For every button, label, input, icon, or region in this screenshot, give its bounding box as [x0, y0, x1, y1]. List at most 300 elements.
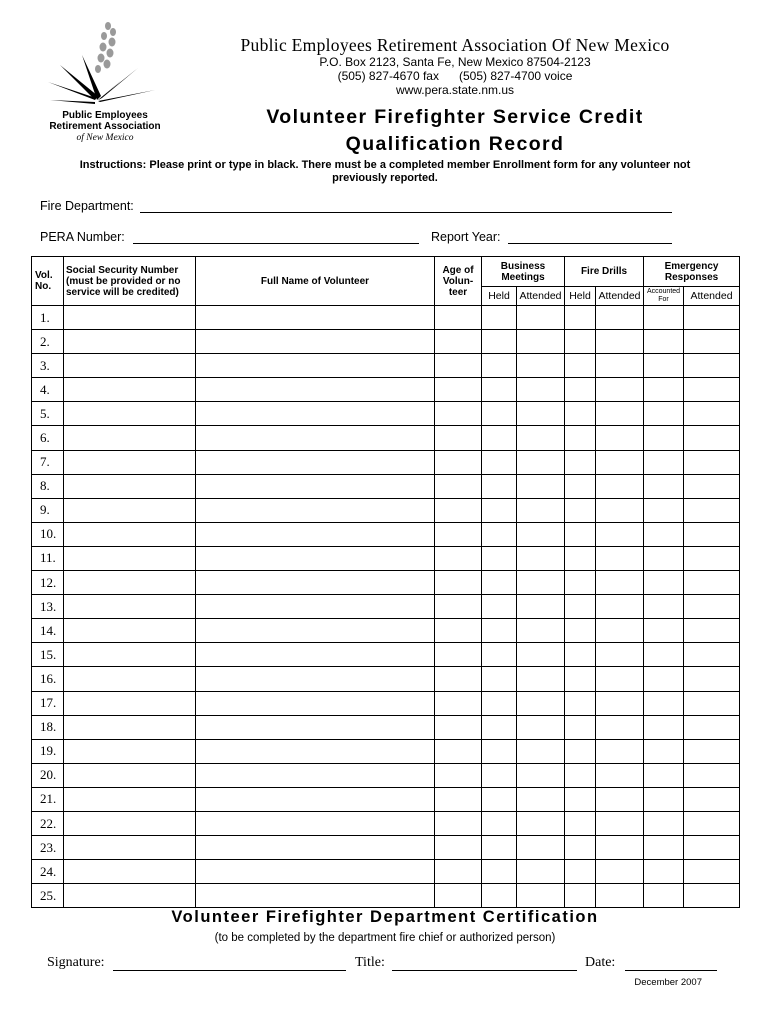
- age-cell[interactable]: [435, 595, 482, 619]
- header-business-line-1: Business: [500, 260, 546, 272]
- age-cell[interactable]: [435, 667, 482, 691]
- business-attended-cell[interactable]: [517, 354, 565, 378]
- emergency-attended-cell[interactable]: [684, 667, 740, 691]
- table-row: [32, 884, 740, 908]
- full-name-cell[interactable]: [196, 643, 435, 667]
- drills-attended-cell[interactable]: [596, 306, 644, 330]
- ssn-cell[interactable]: [64, 691, 196, 715]
- emergency-accounted-cell[interactable]: [644, 474, 684, 498]
- emergency-accounted-cell[interactable]: [644, 595, 684, 619]
- business-attended-cell[interactable]: [517, 884, 565, 908]
- business-held-cell[interactable]: [482, 595, 517, 619]
- emergency-accounted-cell[interactable]: [644, 860, 684, 884]
- table-row: [32, 402, 740, 426]
- emergency-attended-cell[interactable]: [684, 619, 740, 643]
- business-held-cell[interactable]: [482, 763, 517, 787]
- business-held-cell[interactable]: [482, 571, 517, 595]
- age-cell[interactable]: [435, 739, 482, 763]
- drills-attended-cell[interactable]: [596, 811, 644, 835]
- emergency-attended-cell[interactable]: [684, 522, 740, 546]
- emergency-attended-cell[interactable]: [684, 378, 740, 402]
- date-label: Date:: [585, 955, 616, 970]
- emergency-attended-cell[interactable]: [684, 739, 740, 763]
- drills-held-cell[interactable]: [565, 691, 596, 715]
- full-name-cell[interactable]: [196, 306, 435, 330]
- ssn-cell[interactable]: [64, 836, 196, 860]
- drills-attended-cell[interactable]: [596, 330, 644, 354]
- emergency-attended-cell[interactable]: [684, 787, 740, 811]
- form-title-line-2: Qualification Record: [345, 133, 565, 155]
- emergency-accounted-cell[interactable]: [644, 546, 684, 570]
- logo-subtext: of New Mexico: [76, 133, 134, 143]
- ssn-cell[interactable]: [64, 450, 196, 474]
- drills-held-cell[interactable]: [565, 884, 596, 908]
- age-cell[interactable]: [435, 330, 482, 354]
- emergency-accounted-cell[interactable]: [644, 691, 684, 715]
- header-drills-held: Held: [565, 287, 596, 306]
- ssn-cell[interactable]: [64, 354, 196, 378]
- drills-attended-cell[interactable]: [596, 450, 644, 474]
- drills-held-cell[interactable]: [565, 739, 596, 763]
- drills-held-cell[interactable]: [565, 715, 596, 739]
- emergency-accounted-cell[interactable]: [644, 450, 684, 474]
- ssn-cell[interactable]: [64, 498, 196, 522]
- ssn-cell[interactable]: [64, 330, 196, 354]
- header-business-attended: Attended: [517, 287, 565, 306]
- header-age-line-1: Age of: [442, 264, 474, 276]
- business-attended-cell[interactable]: [517, 643, 565, 667]
- website: www.pera.state.nm.us: [395, 83, 515, 97]
- emergency-attended-cell[interactable]: [684, 860, 740, 884]
- emergency-accounted-cell[interactable]: [644, 884, 684, 908]
- drills-attended-cell[interactable]: [596, 546, 644, 570]
- volunteer-rows: [32, 306, 740, 908]
- age-cell[interactable]: [435, 884, 482, 908]
- age-cell[interactable]: [435, 571, 482, 595]
- row-number: 25.: [32, 884, 64, 908]
- drills-held-cell[interactable]: [565, 498, 596, 522]
- row-number: 24.: [32, 860, 64, 884]
- row-number: 17.: [32, 691, 64, 715]
- ssn-cell[interactable]: [64, 619, 196, 643]
- emergency-attended-cell[interactable]: [684, 474, 740, 498]
- table-row: [32, 306, 740, 330]
- full-name-cell[interactable]: [196, 474, 435, 498]
- ssn-cell[interactable]: [64, 667, 196, 691]
- age-cell[interactable]: [435, 354, 482, 378]
- business-attended-cell[interactable]: [517, 378, 565, 402]
- agave-plant-icon: [40, 20, 170, 112]
- full-name-cell[interactable]: [196, 787, 435, 811]
- instructions-line-2: previously reported.: [332, 172, 438, 184]
- drills-attended-cell[interactable]: [596, 619, 644, 643]
- business-attended-cell[interactable]: [517, 571, 565, 595]
- ssn-cell[interactable]: [64, 426, 196, 450]
- emergency-attended-cell[interactable]: [684, 402, 740, 426]
- business-held-cell[interactable]: [482, 402, 517, 426]
- emergency-accounted-cell[interactable]: [644, 354, 684, 378]
- business-held-cell[interactable]: [482, 522, 517, 546]
- full-name-cell[interactable]: [196, 884, 435, 908]
- header-emergency-line-1: Emergency: [664, 260, 719, 272]
- age-cell[interactable]: [435, 811, 482, 835]
- row-number: 14.: [32, 619, 64, 643]
- age-cell[interactable]: [435, 378, 482, 402]
- ssn-cell[interactable]: [64, 739, 196, 763]
- business-attended-cell[interactable]: [517, 426, 565, 450]
- title-field[interactable]: [392, 970, 577, 971]
- ssn-cell[interactable]: [64, 715, 196, 739]
- full-name-cell[interactable]: [196, 715, 435, 739]
- age-cell[interactable]: [435, 306, 482, 330]
- header-full-name: Full Name of Volunteer: [196, 257, 435, 306]
- ssn-cell[interactable]: [64, 643, 196, 667]
- table-row: [32, 474, 740, 498]
- drills-attended-cell[interactable]: [596, 715, 644, 739]
- full-name-cell[interactable]: [196, 691, 435, 715]
- fire-department-label: Fire Department:: [40, 199, 134, 213]
- drills-held-cell[interactable]: [565, 450, 596, 474]
- business-attended-cell[interactable]: [517, 763, 565, 787]
- row-number: 22.: [32, 811, 64, 835]
- drills-attended-cell[interactable]: [596, 595, 644, 619]
- volunteer-table: [31, 256, 740, 908]
- drills-held-cell[interactable]: [565, 860, 596, 884]
- emergency-attended-cell[interactable]: [684, 836, 740, 860]
- header-vol-no: [32, 257, 64, 306]
- emergency-attended-cell[interactable]: [684, 330, 740, 354]
- ssn-cell[interactable]: [64, 811, 196, 835]
- full-name-cell[interactable]: [196, 522, 435, 546]
- row-number: 12.: [32, 571, 64, 595]
- business-attended-cell[interactable]: [517, 498, 565, 522]
- emergency-accounted-cell[interactable]: [644, 667, 684, 691]
- age-cell[interactable]: [435, 860, 482, 884]
- ssn-cell[interactable]: [64, 402, 196, 426]
- emergency-accounted-cell[interactable]: [644, 739, 684, 763]
- age-cell[interactable]: [435, 498, 482, 522]
- business-held-cell[interactable]: [482, 667, 517, 691]
- emergency-attended-cell[interactable]: [684, 715, 740, 739]
- drills-attended-cell[interactable]: [596, 571, 644, 595]
- business-held-cell[interactable]: [482, 450, 517, 474]
- drills-held-cell[interactable]: [565, 763, 596, 787]
- drills-held-cell[interactable]: [565, 306, 596, 330]
- drills-attended-cell[interactable]: [596, 474, 644, 498]
- drills-attended-cell[interactable]: [596, 643, 644, 667]
- emergency-attended-cell[interactable]: [684, 498, 740, 522]
- table-row: [32, 498, 740, 522]
- report-year-field[interactable]: [508, 243, 672, 244]
- drills-attended-cell[interactable]: [596, 426, 644, 450]
- full-name-cell[interactable]: [196, 667, 435, 691]
- business-held-cell[interactable]: [482, 498, 517, 522]
- drills-held-cell[interactable]: [565, 571, 596, 595]
- header-emergency-attended: Attended: [684, 287, 740, 306]
- business-attended-cell[interactable]: [517, 619, 565, 643]
- ssn-cell[interactable]: [64, 860, 196, 884]
- age-cell[interactable]: [435, 474, 482, 498]
- business-attended-cell[interactable]: [517, 450, 565, 474]
- drills-attended-cell[interactable]: [596, 378, 644, 402]
- instructions-line-1: Instructions: Please print or type in black. There must be a completed member Enrollment form for any volunteer not: [79, 159, 691, 171]
- emergency-accounted-cell[interactable]: [644, 306, 684, 330]
- business-held-cell[interactable]: [482, 619, 517, 643]
- emergency-accounted-cell[interactable]: [644, 498, 684, 522]
- row-number: 19.: [32, 739, 64, 763]
- ssn-cell[interactable]: [64, 546, 196, 570]
- header-vol-line-2: No.: [35, 281, 52, 292]
- drills-attended-cell[interactable]: [596, 402, 644, 426]
- emergency-accounted-cell[interactable]: [644, 643, 684, 667]
- table-row: [32, 739, 740, 763]
- row-number: 8.: [32, 474, 64, 498]
- report-year-label: Report Year:: [431, 230, 501, 244]
- emergency-accounted-cell[interactable]: [644, 426, 684, 450]
- pera-number-label: PERA Number:: [40, 230, 125, 244]
- ssn-cell[interactable]: [64, 787, 196, 811]
- ssn-cell[interactable]: [64, 571, 196, 595]
- drills-held-cell[interactable]: [565, 811, 596, 835]
- full-name-cell[interactable]: [196, 619, 435, 643]
- full-name-cell[interactable]: [196, 330, 435, 354]
- full-name-cell[interactable]: [196, 860, 435, 884]
- business-held-cell[interactable]: [482, 860, 517, 884]
- title-label: Title:: [355, 955, 385, 970]
- row-number: 3.: [32, 354, 64, 378]
- emergency-attended-cell[interactable]: [684, 571, 740, 595]
- business-held-cell[interactable]: [482, 546, 517, 570]
- table-row: [32, 763, 740, 787]
- business-held-cell[interactable]: [482, 306, 517, 330]
- full-name-cell[interactable]: [196, 402, 435, 426]
- full-name-cell[interactable]: [196, 546, 435, 570]
- business-attended-cell[interactable]: [517, 715, 565, 739]
- emergency-attended-cell[interactable]: [684, 643, 740, 667]
- drills-attended-cell[interactable]: [596, 884, 644, 908]
- emergency-accounted-cell[interactable]: [644, 522, 684, 546]
- age-cell[interactable]: [435, 426, 482, 450]
- full-name-cell[interactable]: [196, 571, 435, 595]
- emergency-attended-cell[interactable]: [684, 884, 740, 908]
- business-attended-cell[interactable]: [517, 787, 565, 811]
- mailing-address: P.O. Box 2123, Santa Fe, New Mexico 87504-2123: [319, 55, 591, 69]
- header-business-held: Held: [482, 287, 517, 306]
- header-emergency-accounted-for: [644, 287, 684, 306]
- header-age-line-2: Volun-: [442, 275, 474, 287]
- header-business-line-2: Meetings: [501, 271, 545, 283]
- drills-attended-cell[interactable]: [596, 691, 644, 715]
- emergency-attended-cell[interactable]: [684, 691, 740, 715]
- drills-attended-cell[interactable]: [596, 763, 644, 787]
- age-cell[interactable]: [435, 619, 482, 643]
- drills-attended-cell[interactable]: [596, 787, 644, 811]
- full-name-cell[interactable]: [196, 836, 435, 860]
- emergency-accounted-cell[interactable]: [644, 715, 684, 739]
- business-attended-cell[interactable]: [517, 522, 565, 546]
- business-attended-cell[interactable]: [517, 595, 565, 619]
- business-held-cell[interactable]: [482, 330, 517, 354]
- row-number: 1.: [32, 306, 64, 330]
- table-row: [32, 378, 740, 402]
- business-held-cell[interactable]: [482, 811, 517, 835]
- emergency-accounted-cell[interactable]: [644, 378, 684, 402]
- emergency-accounted-cell[interactable]: [644, 836, 684, 860]
- header-fire-drills: Fire Drills: [565, 257, 644, 287]
- pera-number-field[interactable]: [133, 243, 419, 244]
- business-attended-cell[interactable]: [517, 811, 565, 835]
- row-number: 15.: [32, 643, 64, 667]
- full-name-cell[interactable]: [196, 498, 435, 522]
- logo-line-1: Public Employees: [62, 110, 148, 121]
- signature-label: Signature:: [47, 955, 105, 970]
- business-attended-cell[interactable]: [517, 691, 565, 715]
- drills-attended-cell[interactable]: [596, 522, 644, 546]
- phone-numbers: (505) 827-4670 fax (505) 827-4700 voice: [337, 69, 573, 83]
- full-name-cell[interactable]: [196, 378, 435, 402]
- emergency-accounted-cell[interactable]: [644, 330, 684, 354]
- age-cell[interactable]: [435, 715, 482, 739]
- instructions: [40, 159, 730, 185]
- business-held-cell[interactable]: [482, 836, 517, 860]
- fire-department-field[interactable]: [140, 212, 672, 213]
- full-name-cell[interactable]: [196, 354, 435, 378]
- age-cell[interactable]: [435, 450, 482, 474]
- emergency-attended-cell[interactable]: [684, 595, 740, 619]
- business-attended-cell[interactable]: [517, 860, 565, 884]
- age-cell[interactable]: [435, 402, 482, 426]
- emergency-accounted-cell[interactable]: [644, 763, 684, 787]
- emergency-attended-cell[interactable]: [684, 354, 740, 378]
- row-number: 4.: [32, 378, 64, 402]
- age-cell[interactable]: [435, 522, 482, 546]
- header-ssn: [64, 257, 196, 306]
- drills-attended-cell[interactable]: [596, 498, 644, 522]
- drills-held-cell[interactable]: [565, 402, 596, 426]
- row-number: 13.: [32, 595, 64, 619]
- business-attended-cell[interactable]: [517, 474, 565, 498]
- business-held-cell[interactable]: [482, 426, 517, 450]
- pera-logo: [30, 20, 180, 150]
- row-number: 20.: [32, 763, 64, 787]
- age-cell[interactable]: [435, 836, 482, 860]
- age-cell[interactable]: [435, 787, 482, 811]
- ssn-cell[interactable]: [64, 522, 196, 546]
- emergency-accounted-cell[interactable]: [644, 571, 684, 595]
- ssn-cell[interactable]: [64, 884, 196, 908]
- business-attended-cell[interactable]: [517, 306, 565, 330]
- emergency-attended-cell[interactable]: [684, 763, 740, 787]
- organization-name: Public Employees Retirement Association Of New Mexico: [240, 35, 670, 55]
- emergency-attended-cell[interactable]: [684, 426, 740, 450]
- drills-attended-cell[interactable]: [596, 860, 644, 884]
- header-ssn-line-2: (must be provided or no: [66, 275, 181, 287]
- drills-held-cell[interactable]: [565, 522, 596, 546]
- full-name-cell[interactable]: [196, 450, 435, 474]
- business-attended-cell[interactable]: [517, 836, 565, 860]
- age-cell[interactable]: [435, 546, 482, 570]
- business-held-cell[interactable]: [482, 474, 517, 498]
- business-held-cell[interactable]: [482, 787, 517, 811]
- emergency-attended-cell[interactable]: [684, 450, 740, 474]
- certification-subtitle: (to be completed by the department fire chief or authorized person): [214, 932, 556, 944]
- drills-held-cell[interactable]: [565, 619, 596, 643]
- header-business-meetings: [482, 257, 565, 287]
- drills-held-cell[interactable]: [565, 643, 596, 667]
- date-field[interactable]: [625, 970, 717, 971]
- full-name-cell[interactable]: [196, 426, 435, 450]
- row-number: 21.: [32, 787, 64, 811]
- business-held-cell[interactable]: [482, 354, 517, 378]
- emergency-attended-cell[interactable]: [684, 546, 740, 570]
- business-held-cell[interactable]: [482, 715, 517, 739]
- drills-held-cell[interactable]: [565, 595, 596, 619]
- business-held-cell[interactable]: [482, 739, 517, 763]
- table-row: [32, 860, 740, 884]
- emergency-accounted-cell[interactable]: [644, 402, 684, 426]
- age-cell[interactable]: [435, 763, 482, 787]
- ssn-cell[interactable]: [64, 763, 196, 787]
- row-number: 5.: [32, 402, 64, 426]
- table-row: [32, 595, 740, 619]
- drills-held-cell[interactable]: [565, 546, 596, 570]
- business-attended-cell[interactable]: [517, 330, 565, 354]
- drills-held-cell[interactable]: [565, 474, 596, 498]
- full-name-cell[interactable]: [196, 811, 435, 835]
- row-number: 16.: [32, 667, 64, 691]
- table-row: [32, 787, 740, 811]
- table-row: [32, 522, 740, 546]
- signature-field[interactable]: [113, 970, 346, 971]
- drills-held-cell[interactable]: [565, 378, 596, 402]
- ssn-cell[interactable]: [64, 474, 196, 498]
- age-cell[interactable]: [435, 691, 482, 715]
- drills-held-cell[interactable]: [565, 836, 596, 860]
- drills-attended-cell[interactable]: [596, 836, 644, 860]
- drills-attended-cell[interactable]: [596, 739, 644, 763]
- ssn-cell[interactable]: [64, 378, 196, 402]
- business-attended-cell[interactable]: [517, 667, 565, 691]
- full-name-cell[interactable]: [196, 739, 435, 763]
- drills-held-cell[interactable]: [565, 354, 596, 378]
- emergency-accounted-cell[interactable]: [644, 811, 684, 835]
- header-vol-line-1: Vol.: [35, 270, 53, 281]
- business-attended-cell[interactable]: [517, 546, 565, 570]
- age-cell[interactable]: [435, 643, 482, 667]
- table-row: [32, 643, 740, 667]
- drills-held-cell[interactable]: [565, 787, 596, 811]
- drills-held-cell[interactable]: [565, 426, 596, 450]
- ssn-cell[interactable]: [64, 306, 196, 330]
- ssn-cell[interactable]: [64, 595, 196, 619]
- emergency-attended-cell[interactable]: [684, 306, 740, 330]
- business-held-cell[interactable]: [482, 378, 517, 402]
- full-name-cell[interactable]: [196, 595, 435, 619]
- full-name-cell[interactable]: [196, 763, 435, 787]
- business-attended-cell[interactable]: [517, 739, 565, 763]
- business-attended-cell[interactable]: [517, 402, 565, 426]
- drills-held-cell[interactable]: [565, 330, 596, 354]
- emergency-attended-cell[interactable]: [684, 811, 740, 835]
- drills-held-cell[interactable]: [565, 667, 596, 691]
- drills-attended-cell[interactable]: [596, 354, 644, 378]
- business-held-cell[interactable]: [482, 643, 517, 667]
- drills-attended-cell[interactable]: [596, 667, 644, 691]
- business-held-cell[interactable]: [482, 691, 517, 715]
- emergency-accounted-cell[interactable]: [644, 787, 684, 811]
- emergency-accounted-cell[interactable]: [644, 619, 684, 643]
- business-held-cell[interactable]: [482, 884, 517, 908]
